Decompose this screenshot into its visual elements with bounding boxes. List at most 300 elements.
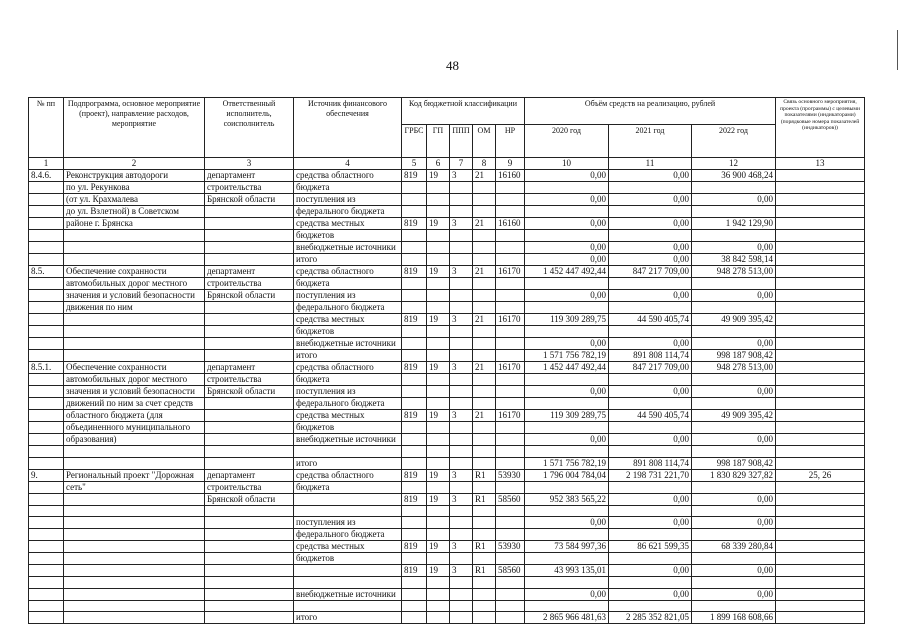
row-executor: строительства — [205, 374, 294, 386]
code-gp — [427, 600, 450, 612]
table-row — [29, 505, 865, 517]
code-gp — [427, 194, 450, 206]
row-number — [29, 206, 64, 218]
code-nr — [496, 588, 525, 600]
row-executor — [205, 541, 294, 553]
table-body — [29, 170, 865, 624]
code-nr: 16170 — [496, 362, 525, 374]
col-number: 3 — [205, 158, 294, 170]
code-om — [473, 350, 496, 362]
value-2021: 0,00 — [609, 290, 692, 302]
value-2020: 0,00 — [525, 170, 609, 182]
row-number — [29, 182, 64, 194]
code-om — [473, 206, 496, 218]
code-om — [473, 242, 496, 254]
value-2021 — [609, 422, 692, 434]
row-executor — [205, 422, 294, 434]
value-2021 — [609, 302, 692, 314]
row-name — [64, 505, 205, 517]
table-row — [29, 612, 865, 624]
row-name: (от ул. Крахмалева — [64, 194, 205, 206]
table-row — [29, 553, 865, 565]
code-gp: 19 — [427, 266, 450, 278]
value-2021 — [609, 326, 692, 338]
code-grbs: 819 — [402, 541, 427, 553]
code-nr — [496, 422, 525, 434]
row-executor: департамент — [205, 266, 294, 278]
value-2020: 119 309 289,75 — [525, 314, 609, 326]
row-executor — [205, 206, 294, 218]
code-ppp: 3 — [450, 469, 473, 481]
value-2022 — [692, 206, 776, 218]
row-source: средства местных — [294, 541, 402, 553]
row-number — [29, 278, 64, 290]
indicator-link — [776, 517, 865, 529]
row-name: Обеспечение сохранности — [64, 266, 205, 278]
indicator-link — [776, 505, 865, 517]
code-nr: 58560 — [496, 493, 525, 505]
value-2020 — [525, 529, 609, 541]
row-executor — [205, 553, 294, 565]
table-row — [29, 422, 865, 434]
row-source — [294, 600, 402, 612]
code-om: 21 — [473, 170, 496, 182]
code-ppp — [450, 278, 473, 290]
code-nr — [496, 517, 525, 529]
row-executor — [205, 218, 294, 230]
row-number — [29, 493, 64, 505]
row-name — [64, 517, 205, 529]
code-om — [473, 194, 496, 206]
code-gp — [427, 517, 450, 529]
row-source: средства областного — [294, 362, 402, 374]
table-row — [29, 481, 865, 493]
code-ppp — [450, 242, 473, 254]
value-2022: 0,00 — [692, 434, 776, 446]
row-name — [64, 588, 205, 600]
code-om — [473, 278, 496, 290]
row-executor — [205, 565, 294, 577]
row-number — [29, 505, 64, 517]
code-ppp — [450, 600, 473, 612]
row-name — [64, 326, 205, 338]
indicator-link — [776, 410, 865, 422]
code-om — [473, 398, 496, 410]
value-2020 — [525, 600, 609, 612]
row-name — [64, 577, 205, 589]
code-grbs — [402, 398, 427, 410]
code-ppp — [450, 529, 473, 541]
table-row — [29, 182, 865, 194]
row-executor — [205, 600, 294, 612]
table-row — [29, 254, 865, 266]
row-source: поступления из — [294, 194, 402, 206]
row-executor: строительства — [205, 278, 294, 290]
code-grbs — [402, 206, 427, 218]
row-number — [29, 254, 64, 266]
col-number: 11 — [609, 158, 692, 170]
value-2022 — [692, 422, 776, 434]
row-source: средства местных — [294, 314, 402, 326]
row-number: 9. — [29, 469, 64, 481]
row-number — [29, 386, 64, 398]
value-2020: 0,00 — [525, 338, 609, 350]
value-2021: 2 285 352 821,05 — [609, 612, 692, 624]
value-2022 — [692, 398, 776, 410]
code-ppp: 3 — [450, 362, 473, 374]
row-executor: строительства — [205, 182, 294, 194]
row-executor — [205, 242, 294, 254]
row-name: значения и условий безопасности — [64, 386, 205, 398]
row-name — [64, 242, 205, 254]
code-om — [473, 386, 496, 398]
code-ppp — [450, 194, 473, 206]
code-grbs: 819 — [402, 218, 427, 230]
code-nr — [496, 350, 525, 362]
code-om: 21 — [473, 410, 496, 422]
code-grbs — [402, 290, 427, 302]
code-grbs — [402, 517, 427, 529]
row-name: значения и условий безопасности — [64, 290, 205, 302]
row-number — [29, 218, 64, 230]
code-grbs — [402, 386, 427, 398]
table-row — [29, 170, 865, 182]
code-nr — [496, 600, 525, 612]
row-executor — [205, 350, 294, 362]
value-2020 — [525, 230, 609, 242]
value-2022: 1 942 129,90 — [692, 218, 776, 230]
row-number — [29, 242, 64, 254]
row-number — [29, 314, 64, 326]
value-2021: 0,00 — [609, 254, 692, 266]
indicator-link — [776, 254, 865, 266]
value-2021 — [609, 505, 692, 517]
value-2022: 0,00 — [692, 517, 776, 529]
value-2020: 0,00 — [525, 517, 609, 529]
code-om — [473, 422, 496, 434]
code-ppp — [450, 350, 473, 362]
margin-line — [897, 30, 898, 70]
table-row — [29, 302, 865, 314]
row-number — [29, 541, 64, 553]
row-source: бюджетов — [294, 553, 402, 565]
row-number — [29, 529, 64, 541]
row-name: районе г. Брянска — [64, 218, 205, 230]
code-nr: 53930 — [496, 541, 525, 553]
code-nr — [496, 326, 525, 338]
value-2021: 847 217 709,00 — [609, 362, 692, 374]
value-2021: 847 217 709,00 — [609, 266, 692, 278]
code-grbs — [402, 505, 427, 517]
table-row — [29, 266, 865, 278]
row-executor: строительства — [205, 481, 294, 493]
indicator-link — [776, 350, 865, 362]
row-number — [29, 434, 64, 446]
code-om: R1 — [473, 469, 496, 481]
row-executor: Брянской области — [205, 386, 294, 398]
row-name: Реконструкция автодороги — [64, 170, 205, 182]
code-grbs — [402, 242, 427, 254]
indicator-link — [776, 457, 865, 469]
value-2020: 1 571 756 782,19 — [525, 457, 609, 469]
row-name — [64, 600, 205, 612]
table-row — [29, 600, 865, 612]
header-grbs: ГРБС — [402, 125, 427, 158]
table-row — [29, 469, 865, 481]
value-2020 — [525, 182, 609, 194]
value-2021: 0,00 — [609, 517, 692, 529]
row-source: бюджета — [294, 481, 402, 493]
code-gp — [427, 290, 450, 302]
code-gp — [427, 422, 450, 434]
code-nr: 58560 — [496, 565, 525, 577]
code-om: R1 — [473, 541, 496, 553]
code-ppp — [450, 422, 473, 434]
row-executor — [205, 314, 294, 326]
code-ppp — [450, 374, 473, 386]
code-om — [473, 577, 496, 589]
row-executor — [205, 230, 294, 242]
code-gp — [427, 529, 450, 541]
indicator-link — [776, 326, 865, 338]
code-gp — [427, 612, 450, 624]
indicator-link — [776, 422, 865, 434]
row-source: федерального бюджета — [294, 398, 402, 410]
value-2021: 0,00 — [609, 493, 692, 505]
row-source: федерального бюджета — [294, 206, 402, 218]
header-no: № пп — [29, 98, 64, 158]
code-om — [473, 338, 496, 350]
code-om — [473, 230, 496, 242]
value-2020: 119 309 289,75 — [525, 410, 609, 422]
value-2022: 1 899 168 608,66 — [692, 612, 776, 624]
row-executor — [205, 529, 294, 541]
value-2021: 0,00 — [609, 218, 692, 230]
indicator-link — [776, 481, 865, 493]
code-ppp: 3 — [450, 314, 473, 326]
table-row — [29, 230, 865, 242]
code-nr — [496, 194, 525, 206]
value-2022: 0,00 — [692, 565, 776, 577]
row-executor — [205, 398, 294, 410]
code-nr — [496, 577, 525, 589]
code-gp — [427, 338, 450, 350]
code-nr: 16170 — [496, 410, 525, 422]
value-2020: 0,00 — [525, 218, 609, 230]
value-2022 — [692, 553, 776, 565]
row-source — [294, 493, 402, 505]
row-name: движения по ним — [64, 302, 205, 314]
code-om — [473, 505, 496, 517]
code-nr — [496, 553, 525, 565]
indicator-link — [776, 314, 865, 326]
row-name: сеть" — [64, 481, 205, 493]
table-row — [29, 588, 865, 600]
code-gp — [427, 434, 450, 446]
code-gp — [427, 481, 450, 493]
indicator-link — [776, 612, 865, 624]
code-gp — [427, 182, 450, 194]
code-grbs: 819 — [402, 362, 427, 374]
value-2021: 0,00 — [609, 242, 692, 254]
value-2021: 891 808 114,74 — [609, 457, 692, 469]
row-name: Региональный проект "Дорожная — [64, 469, 205, 481]
value-2021: 44 590 405,74 — [609, 314, 692, 326]
code-nr — [496, 386, 525, 398]
row-number — [29, 481, 64, 493]
code-gp: 19 — [427, 314, 450, 326]
code-grbs — [402, 302, 427, 314]
code-om: 21 — [473, 362, 496, 374]
indicator-link — [776, 398, 865, 410]
row-number — [29, 374, 64, 386]
value-2020 — [525, 577, 609, 589]
row-source: итого — [294, 254, 402, 266]
value-2021: 0,00 — [609, 588, 692, 600]
header-gp: ГП — [427, 125, 450, 158]
code-ppp: 3 — [450, 266, 473, 278]
indicator-link — [776, 493, 865, 505]
code-ppp — [450, 398, 473, 410]
value-2022 — [692, 374, 776, 386]
value-2021: 891 808 114,74 — [609, 350, 692, 362]
value-2022: 998 187 908,42 — [692, 457, 776, 469]
header-budget-code: Код бюджетной классификации — [402, 98, 525, 125]
col-number: 12 — [692, 158, 776, 170]
indicator-link — [776, 362, 865, 374]
code-om — [473, 612, 496, 624]
row-source: внебюджетные источники — [294, 434, 402, 446]
value-2021 — [609, 206, 692, 218]
row-source: федерального бюджета — [294, 529, 402, 541]
indicator-link: 25, 26 — [776, 469, 865, 481]
row-number — [29, 600, 64, 612]
indicator-link — [776, 600, 865, 612]
code-ppp — [450, 434, 473, 446]
code-nr — [496, 481, 525, 493]
row-number — [29, 457, 64, 469]
value-2022 — [692, 505, 776, 517]
table-row — [29, 410, 865, 422]
code-nr — [496, 242, 525, 254]
indicator-link — [776, 588, 865, 600]
indicator-link — [776, 218, 865, 230]
row-source: итого — [294, 612, 402, 624]
value-2020 — [525, 302, 609, 314]
table-row — [29, 194, 865, 206]
row-executor — [205, 446, 294, 458]
code-nr: 16170 — [496, 314, 525, 326]
code-om: R1 — [473, 565, 496, 577]
row-executor: Брянской области — [205, 194, 294, 206]
table-row — [29, 374, 865, 386]
value-2021 — [609, 481, 692, 493]
value-2022 — [692, 481, 776, 493]
code-grbs: 819 — [402, 410, 427, 422]
code-om — [473, 374, 496, 386]
code-gp: 19 — [427, 410, 450, 422]
code-nr — [496, 206, 525, 218]
value-2022: 998 187 908,42 — [692, 350, 776, 362]
value-2022: 49 909 395,42 — [692, 314, 776, 326]
indicator-link — [776, 386, 865, 398]
col-number: 13 — [776, 158, 865, 170]
row-number — [29, 517, 64, 529]
code-gp — [427, 302, 450, 314]
value-2020: 1 571 756 782,19 — [525, 350, 609, 362]
code-nr — [496, 254, 525, 266]
row-name — [64, 493, 205, 505]
code-ppp — [450, 457, 473, 469]
value-2020 — [525, 481, 609, 493]
row-source — [294, 505, 402, 517]
header-om: ОМ — [473, 125, 496, 158]
row-executor — [205, 505, 294, 517]
code-ppp: 3 — [450, 565, 473, 577]
row-executor: Брянской области — [205, 493, 294, 505]
row-number: 8.5. — [29, 266, 64, 278]
value-2021 — [609, 577, 692, 589]
code-grbs: 819 — [402, 170, 427, 182]
code-om — [473, 446, 496, 458]
code-nr: 16170 — [496, 266, 525, 278]
code-gp: 19 — [427, 541, 450, 553]
col-number: 1 — [29, 158, 64, 170]
code-grbs — [402, 577, 427, 589]
row-executor — [205, 254, 294, 266]
indicator-link — [776, 242, 865, 254]
value-2020: 0,00 — [525, 588, 609, 600]
col-number: 10 — [525, 158, 609, 170]
value-2022 — [692, 577, 776, 589]
table-row — [29, 577, 865, 589]
value-2021: 0,00 — [609, 338, 692, 350]
header-source: Источник финансового обеспечения — [294, 98, 402, 158]
indicator-link — [776, 565, 865, 577]
code-nr — [496, 434, 525, 446]
value-2022: 0,00 — [692, 290, 776, 302]
code-gp — [427, 577, 450, 589]
indicator-link — [776, 278, 865, 290]
header-nr: НР — [496, 125, 525, 158]
code-grbs — [402, 254, 427, 266]
table-row — [29, 386, 865, 398]
code-om — [473, 529, 496, 541]
code-gp: 19 — [427, 469, 450, 481]
code-om — [473, 254, 496, 266]
value-2022: 948 278 513,00 — [692, 362, 776, 374]
col-number: 6 — [427, 158, 450, 170]
row-name — [64, 553, 205, 565]
code-nr — [496, 529, 525, 541]
row-name: объединенного муниципального — [64, 422, 205, 434]
value-2021 — [609, 230, 692, 242]
header-link: Связь основного мероприятия, проекта (программы) с целевыми показателями (индикаторами) (порядковые номера показателей (индикаторов)) — [776, 98, 865, 158]
row-number — [29, 326, 64, 338]
code-gp — [427, 326, 450, 338]
row-name — [64, 529, 205, 541]
code-om — [473, 588, 496, 600]
code-grbs — [402, 350, 427, 362]
code-ppp — [450, 553, 473, 565]
value-2022 — [692, 302, 776, 314]
code-gp: 19 — [427, 218, 450, 230]
code-grbs — [402, 481, 427, 493]
code-nr — [496, 612, 525, 624]
table-row — [29, 446, 865, 458]
code-ppp — [450, 206, 473, 218]
code-grbs — [402, 529, 427, 541]
